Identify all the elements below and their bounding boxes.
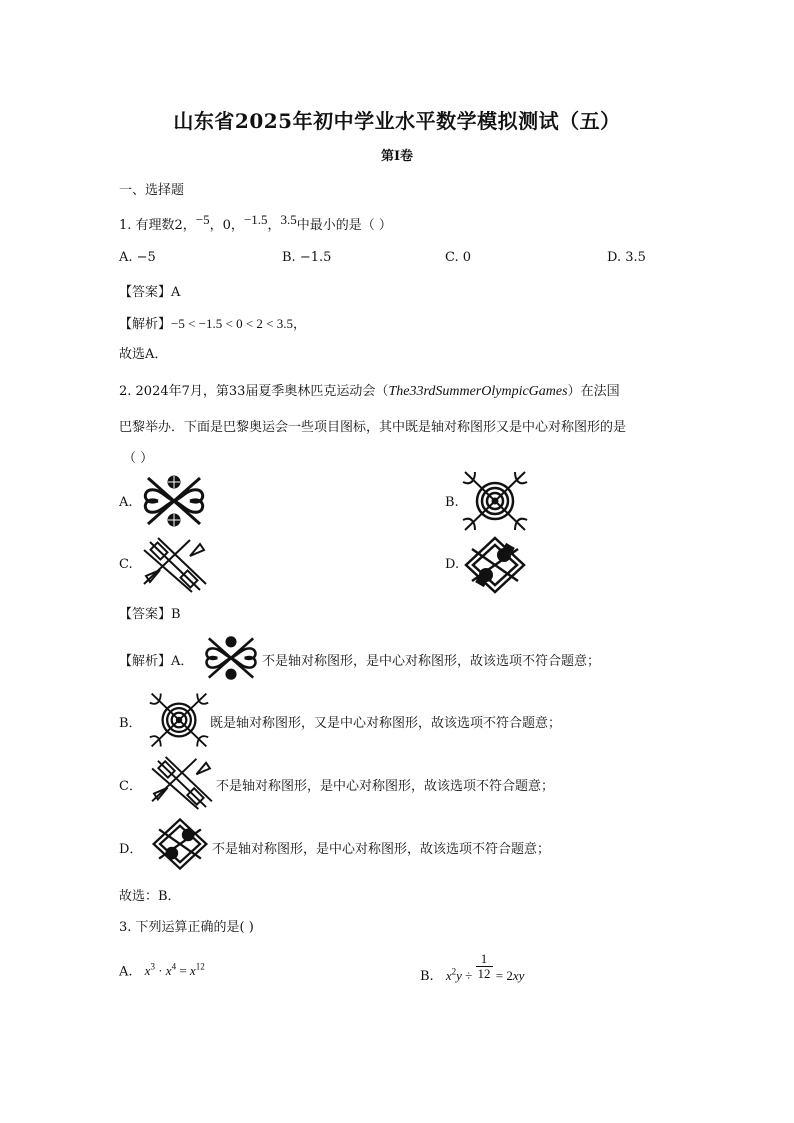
q1-number-neg1-5: −1.5 [243, 212, 268, 227]
q2-analysis-c-label: C． [119, 779, 142, 794]
q2-analysis-d-text: 不是轴对称图形，是中心对称图形，故该选项不符合题意； [212, 842, 551, 857]
section-heading: 一、选择题 [119, 183, 185, 198]
q3-a-base1: x [144, 963, 151, 979]
q2-stem-line1 [119, 380, 620, 400]
q1-stem [119, 214, 392, 233]
q3-b-eq: = 2 [492, 968, 513, 983]
q2-stem-line2: 巴黎举办．下面是巴黎奥运会一些项目图标，其中既是轴对称图形又是中心对称图形的是 [119, 420, 627, 435]
q3-b-numerator: 1 [476, 952, 493, 967]
badminton-icon [148, 755, 214, 809]
q3-stem: 3. 下列运算正确的是( ) [119, 920, 254, 935]
q1-answer-value: A [171, 285, 181, 300]
q3-a-dot: · [154, 963, 166, 979]
q1-option-d: D. 3.5 [607, 250, 646, 265]
q2-conclusion: 故选：B． [119, 889, 181, 904]
q2-analysis-b-text: 既是轴对称图形，又是中心对称图形，故该选项不符合题意； [210, 716, 562, 731]
q2-analysis-b-label: B． [119, 716, 142, 731]
q2-line1-prefix: 2. 2024年7月，第33届夏季奥林匹克运动会（ [119, 384, 389, 399]
q1-option-c: C. 0 [445, 250, 472, 265]
q2-option-d-label: D. [445, 557, 460, 572]
q1-conclusion: 故选A． [119, 347, 168, 362]
q3-b-y: y [456, 968, 462, 983]
volume-heading: 第I卷 [380, 149, 414, 164]
document-title: 山东省2025年初中学业水平数学模拟测试（五） [173, 109, 621, 133]
q1-number-3-5: 3.5 [280, 212, 297, 227]
boxing-icon [462, 535, 528, 595]
q1-prefix: 1. 有理数2， [119, 218, 196, 233]
q3-option-b-lhs [446, 968, 476, 983]
q2-line1-math: The33rdSummerOlympicGames [388, 384, 568, 399]
q2-analysis-c-text: 不是轴对称图形，是中心对称图形，故该选项不符合题意； [216, 779, 555, 794]
q3-a-base3: x [189, 963, 196, 979]
q1-answer-tag: 【答案】 [119, 285, 172, 300]
q3-option-a-label: A. [119, 964, 133, 980]
basketball-icon [140, 474, 208, 528]
q1-analysis-tag: 【解析】 [119, 317, 172, 332]
q3-a-exp2: 4 [171, 962, 177, 972]
q2-answer-tag: 【答案】 [119, 607, 172, 622]
q2-analysis-a [119, 650, 193, 669]
basketball-icon [202, 631, 260, 685]
q3-option-b-label: B. [420, 969, 434, 984]
q1-number-neg5: −5 [195, 212, 210, 227]
q1-suffix: 中最小的是（ ） [296, 218, 392, 233]
q2-option-a-label: A. [119, 495, 133, 510]
q3-a-exp1: 3 [150, 962, 155, 972]
q3-b-exp1: 2 [451, 966, 457, 977]
q3-option-a-expression [145, 963, 205, 978]
q2-stem-line3: （ ） [123, 451, 154, 466]
archery-icon [461, 470, 529, 532]
q1-analysis [119, 313, 306, 332]
q3-b-base1: x [445, 968, 452, 983]
q2-answer-value: B [171, 607, 181, 622]
q2-analysis-a-label: A． [171, 654, 194, 669]
q1-answer [119, 281, 180, 300]
q3-a-base2: x [165, 963, 172, 979]
q3-option-b-rhs [493, 968, 525, 983]
q1-option-a: A. −5 [119, 250, 156, 265]
q2-analysis-d-label: D． [119, 842, 143, 857]
q2-analysis-a-text: 不是轴对称图形，是中心对称图形，故该选项不符合题意； [262, 654, 601, 669]
archery-icon [148, 689, 210, 751]
q3-b-rhs: xy [512, 968, 525, 983]
q3-b-div: ÷ [461, 968, 476, 983]
q3-option-b [420, 951, 525, 984]
q3-b-denominator: 12 [477, 966, 491, 981]
q3-a-eq: = [176, 963, 190, 979]
q3-b-fraction [476, 952, 493, 981]
q2-line1-suffix: ）在法国 [567, 384, 620, 399]
q2-option-c-label: C. [119, 557, 133, 572]
q2-answer [119, 603, 181, 622]
q1-sep2: ， [267, 218, 281, 233]
badminton-icon [140, 536, 208, 592]
q2-option-b-label: B. [445, 495, 459, 510]
q3-option-a [119, 962, 205, 979]
boxing-icon [150, 815, 210, 873]
q1-option-b: B. −1.5 [282, 250, 332, 265]
q1-sep1: ，0， [209, 218, 244, 233]
q1-analysis-text: −5 < −1.5 < 0 < 2 < 3.5， [171, 316, 307, 331]
q3-a-exp3: 12 [195, 962, 205, 972]
q2-analysis-tag: 【解析】 [119, 654, 172, 669]
